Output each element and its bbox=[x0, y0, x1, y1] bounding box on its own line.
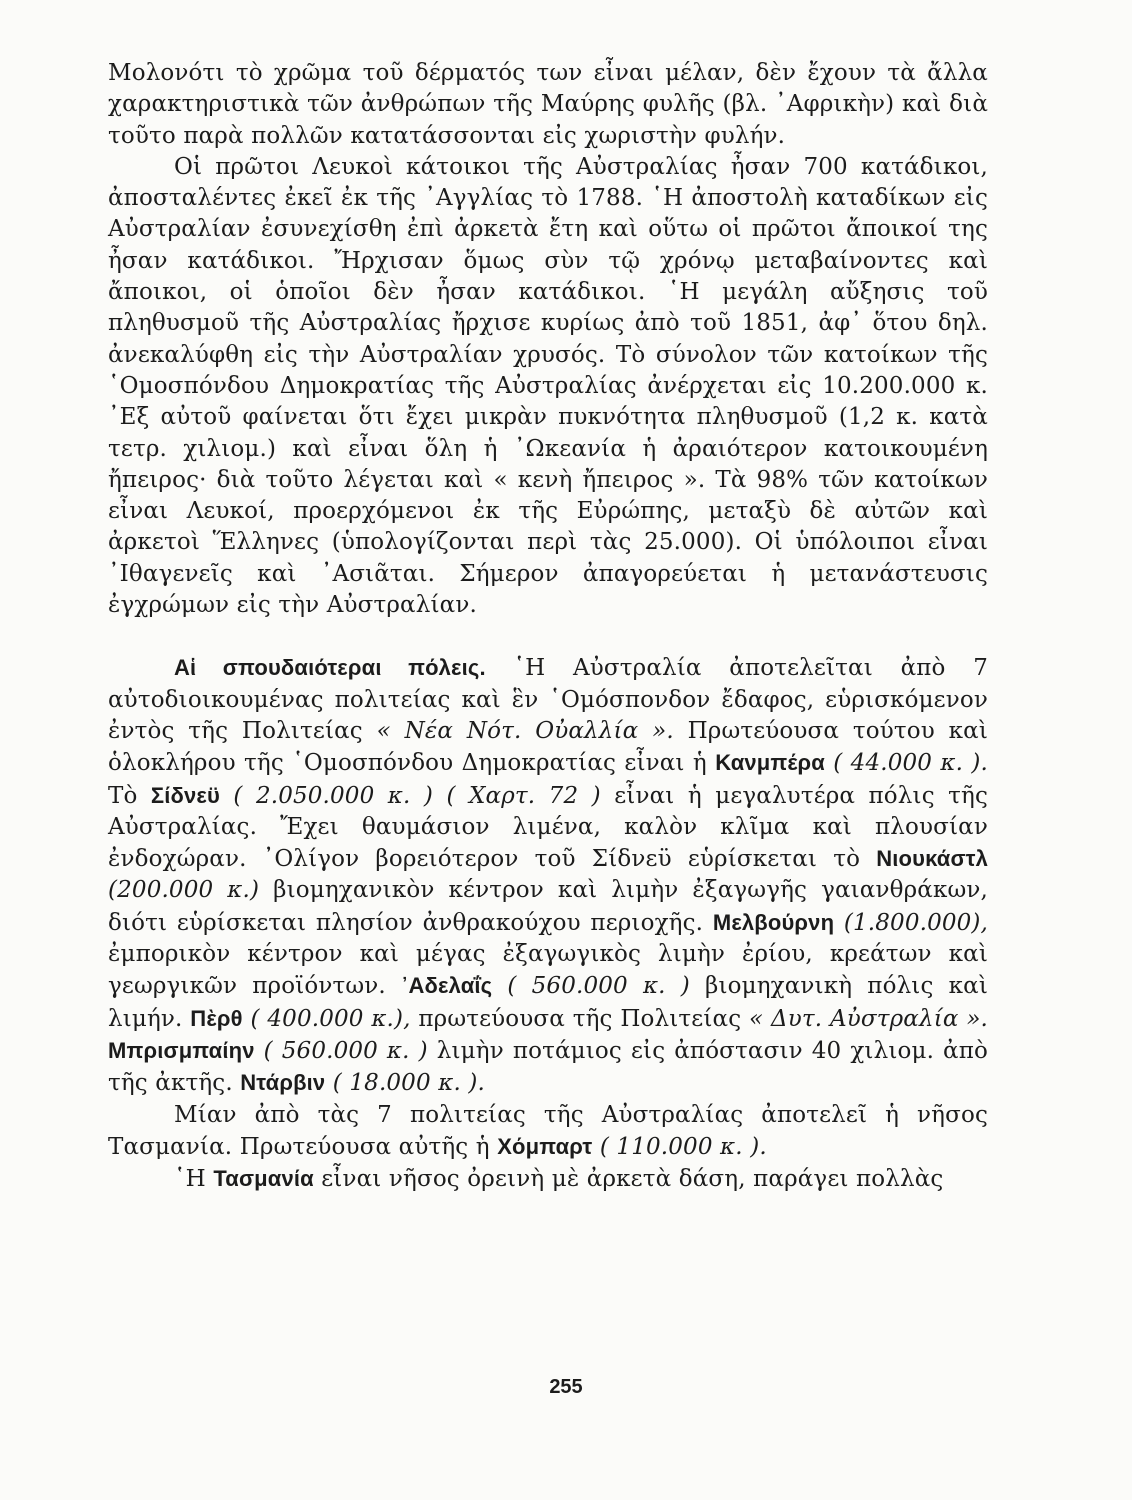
text-run: ῾Η Αὐστραλία ἀποτελεῖται ἀπὸ 7 αὐτοδιοικουμένας πολιτείας καὶ ἓν ῾Ομόσπονδον ἔδαφος, εὑρισκόμενον ἐντὸς τῆς Πολιτείας bbox=[108, 655, 988, 744]
text-run: εἶναι ἡ μεγαλυτέρα πόλις τῆς Αὐστραλίας. Ἔχει θαυμάσιον λιμένα, καλὸν κλῖμα καὶ πλουσίαν ἐνδοχώραν. ᾿Ολίγον βορειότερον τοῦ Σίδνεϋ εὑρίσκεται τὸ bbox=[108, 782, 988, 873]
text-run: λιμὴν ποτάμιος εἰς ἀπόστασιν 40 χιλιομ. ἀπὸ τῆς ἀκτῆς. bbox=[108, 1037, 988, 1097]
text-run: ἐμπορικὸν κέντρον καὶ μέγας ἐξαγωγικὸς λιμὴν ἐρίου, κρεάτων καὶ γεωργικῶν προϊόντων. bbox=[108, 941, 988, 1000]
italic-note: ( 44.000 κ. ). bbox=[824, 750, 988, 777]
text-run: Μίαν ἀπὸ τὰς 7 πολιτείας τῆς Αὐστραλίας ἀποτελεῖ ἡ νῆσος Τασμανία. Πρωτεύουσα αὐτῆς ἡ bbox=[108, 1101, 988, 1160]
text-run: Τὸ bbox=[108, 782, 151, 809]
text-run: Μολονότι τὸ χρῶμα τοῦ δέρματός των εἶναι μέλαν, δὲν ἔχουν τὰ ἄλλα χαρακτηριστικὰ τῶν ἀνθρώπων τῆς Μαύρης φυλῆς (βλ. ᾿Αφρικὴν) καὶ διὰ τοῦτο παρὰ πολλῶν κατατάσσονται εἰς χωριστὴν φυλήν. bbox=[108, 60, 988, 149]
text-run: Πρωτεύουσα τούτου καὶ ὁλοκλήρου τῆς ῾Ομοσπόνδου Δημοκρατίας εἶναι ἡ bbox=[108, 717, 989, 777]
text-run: εἶναι νῆσος ὀρεινὴ μὲ ἀρκετὰ δάση, παράγει πολλὰς bbox=[313, 1166, 944, 1193]
bold-term: ᾿Αδελαΐς bbox=[401, 973, 493, 999]
text-run: ῾Η bbox=[174, 1166, 214, 1193]
text-run: βιομηχανικὸν κέντρον καὶ λιμὴν ἐξαγωγῆς γαιανθράκων, διότι εὑρίσκεται πλησίον ἀνθρακούχου περιοχῆς. bbox=[108, 877, 988, 936]
page-number: 255 bbox=[549, 1376, 583, 1398]
italic-note: ( 110.000 κ. ). bbox=[592, 1133, 767, 1160]
bold-term: Μελβούρνη bbox=[712, 909, 835, 935]
italic-note: ( 2.050.000 κ. ) ( Χαρτ. 72 ) bbox=[219, 782, 601, 809]
italic-note: « Νέα Νότ. Οὐαλλία ». bbox=[376, 717, 674, 744]
body-text bbox=[108, 58, 988, 1195]
italic-note: « Δυτ. Αὐστραλία ». bbox=[749, 1005, 988, 1032]
text-run: Οἱ πρῶτοι Λευκοὶ κάτοικοι τῆς Αὐστραλίας ἦσαν 700 κατάδικοι, ἀποσταλέντες ἐκεῖ ἐκ τῆς ᾿Αγγλίας τὸ 1788. ῾Η ἀποστολὴ καταδίκων εἰς Αὐστραλίαν ἐσυνεχίσθη ἐπὶ ἀρκετὰ ἔτη καὶ οὕτω οἱ πρῶτοι ἄποικοί της ἦσαν κατάδικοι. Ἤρχισαν ὅμως σὺν τῷ χρόνῳ μεταβαίνοντες καὶ ἄποικοι, οἱ ὁποῖοι δὲν ἦσαν κατάδικοι. ῾Η μεγάλη αὔξησις τοῦ πληθυσμοῦ τῆς Αὐστραλίας ἤρχισε κυρίως ἀπὸ τοῦ 1851, ἀφ᾿ ὅτου δηλ. ἀνεκαλύφθη εἰς τὴν Αὐστραλίαν χρυσός. Τὸ σύνολον τῶν κατοίκων τῆς ῾Ομοσπόνδου Δημοκρατίας τῆς Αὐστραλίας ἀνέρχεται εἰς 10.200.000 κ. ᾿Εξ αὐτοῦ φαίνεται ὅτι ἔχει μικρὰν πυκνότητα πληθυσμοῦ (1,2 κ. κατὰ τετρ. χιλιομ.) καὶ εἶναι ὅλη ἡ ᾿Ωκεανία ἡ ἀραιότερον κατοικουμένη ἤπειρος· διὰ τοῦτο λέγεται καὶ « κενὴ ἤπειρος ». Τὰ 98% τῶν κατοίκων εἶναι Λευκοί, προερχόμενοι ἐκ τῆς Εὐρώπης, μεταξὺ δὲ αὐτῶν καὶ ἀρκετοὶ Ἕλληνες (ὑπολογίζονται περὶ τὰς 25.000). Οἱ ὑπόλοιποι εἶναι ᾿Ιθαγενεῖς καὶ ᾿Ασιᾶται. Σήμερον ἀπαγορεύεται ἡ μετανάστευσις ἐγχρώμων εἰς τὴν Αὐστραλίαν. bbox=[108, 153, 988, 619]
bold-term: Τασμανία bbox=[213, 1166, 314, 1192]
bold-term: Κανμπέρα bbox=[715, 750, 825, 776]
paragraph-1 bbox=[108, 58, 988, 152]
bold-term: Πὲρθ bbox=[190, 1005, 243, 1031]
italic-note: ( 18.000 κ. ). bbox=[325, 1070, 485, 1097]
bold-term: Σίδνεϋ bbox=[150, 782, 220, 808]
bold-term: Νιουκάστλ bbox=[876, 846, 988, 872]
italic-note: ( 400.000 κ.), bbox=[242, 1005, 411, 1032]
bold-term: Χόμπαρτ bbox=[497, 1133, 593, 1159]
paragraph-5-tasmania bbox=[108, 1163, 988, 1195]
paragraph-4-tasmania-capital bbox=[108, 1100, 988, 1164]
italic-note: ( 560.000 κ. ) bbox=[254, 1037, 428, 1064]
text-run: βιομηχανικὴ πόλις καὶ λιμήν. bbox=[108, 973, 988, 1032]
bold-term: Ντάρβιν bbox=[240, 1070, 326, 1096]
bold-term: Αἱ σπουδαιότεραι πόλεις. bbox=[174, 655, 486, 681]
italic-note: ( 560.000 κ. ) bbox=[492, 973, 690, 1000]
text-run: πρωτεύουσα τῆς Πολιτείας bbox=[410, 1005, 750, 1032]
paragraph-2 bbox=[108, 152, 988, 621]
bold-term: Μπρισμπαίην bbox=[108, 1037, 255, 1063]
paragraph-3-cities bbox=[108, 652, 988, 1099]
italic-note: (1.800.000), bbox=[834, 909, 988, 936]
italic-note: (200.000 κ.) bbox=[108, 877, 260, 904]
